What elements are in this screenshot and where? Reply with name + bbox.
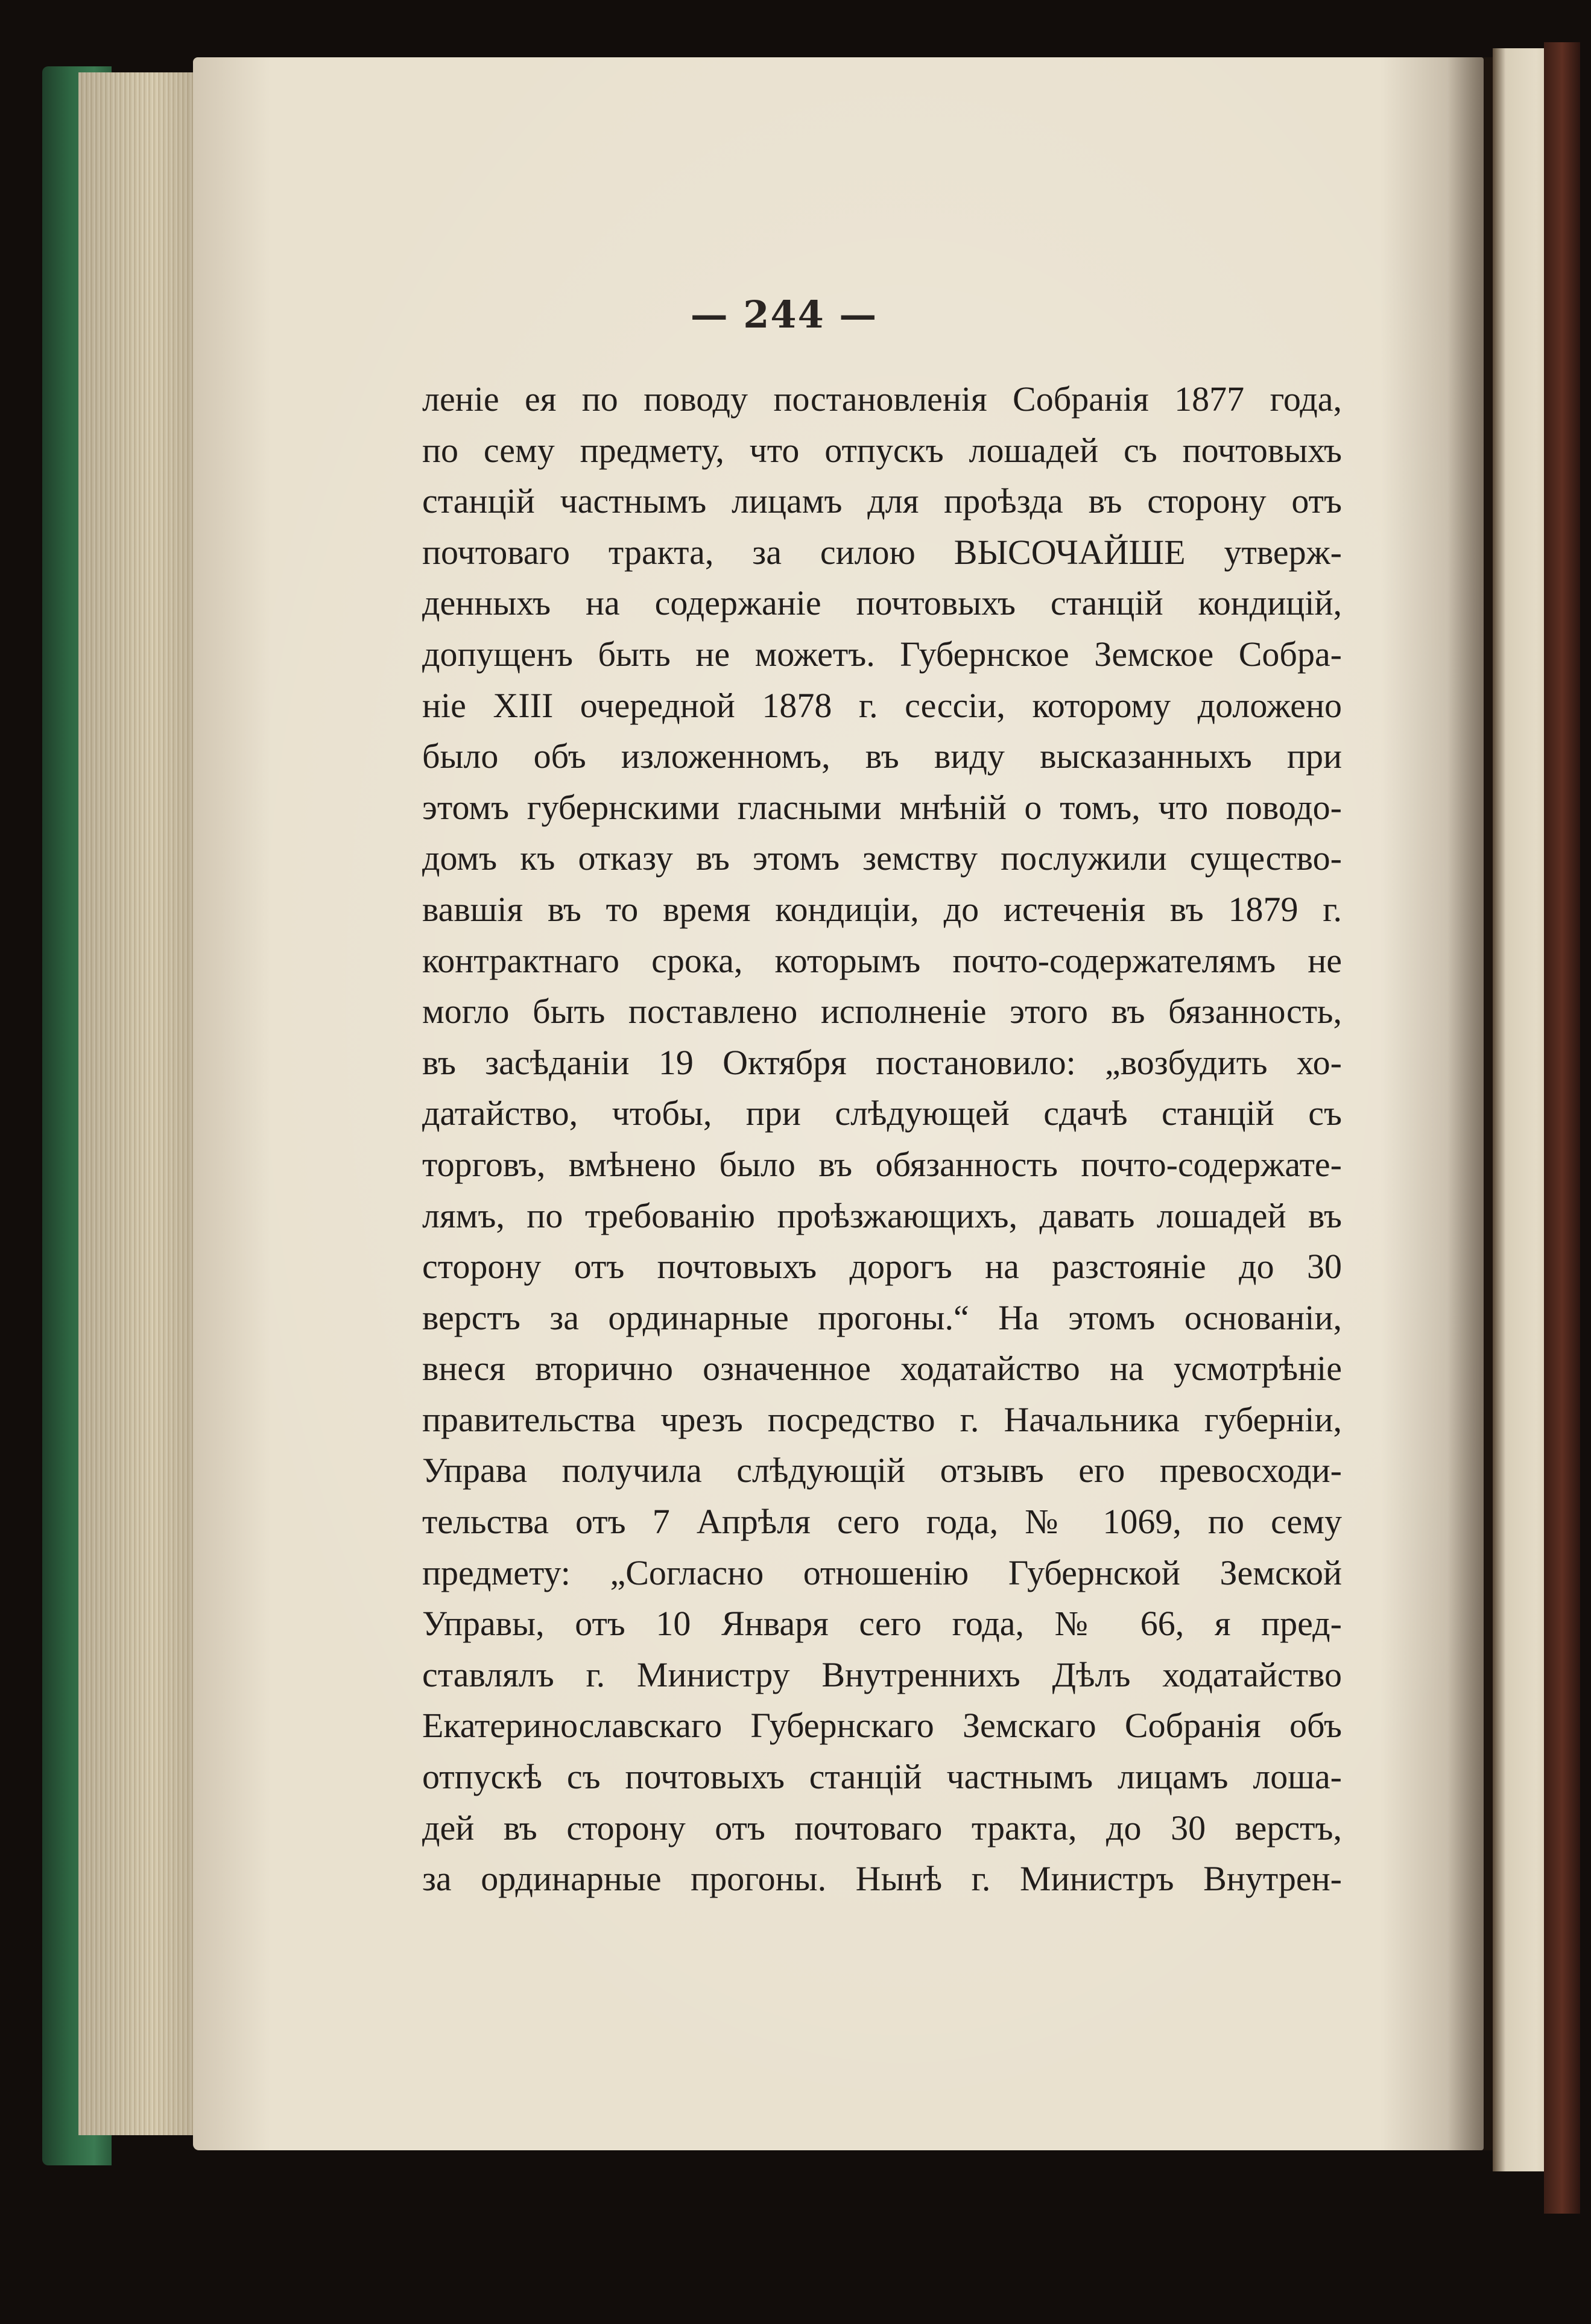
text-line: за ординарные прогоны. Нынѣ г. Министръ Внутрен- [422,1859,1342,1899]
page-edges-stack [78,72,205,2135]
text-line: предмету: „Согласно отношенію Губернской Земской [422,1553,1342,1592]
text-line: внеся вторично означенное ходатайство на усмотрѣніе [422,1349,1342,1388]
text-line: этомъ губернскими гласными мнѣній о томъ, что поводо- [422,787,1342,827]
text-line: ставлялъ г. Министру Внутреннихъ Дѣлъ ходатайство [422,1654,1342,1694]
text-line: станцій частнымъ лицамъ для проѣзда въ сторону отъ [422,481,1342,521]
text-line: ніе XIII очередной 1878 г. сессіи, которому доложено [422,685,1342,725]
text-line: допущенъ быть не можетъ. Губернское Земское Собра- [422,634,1342,674]
text-line: отпускѣ съ почтовыхъ станцій частнымъ лицамъ лоша- [422,1757,1342,1797]
text-line: леніе ея по поводу постановленія Собранія 1877 года, [422,379,1342,419]
text-line: Управа получила слѣдующій отзывъ его превосходи- [422,1451,1342,1490]
text-line: торговъ, вмѣнено было въ обязанность почто-содержате- [422,1144,1342,1184]
text-line: было объ изложенномъ, въ виду высказанныхъ при [422,736,1342,776]
text-line: по сему предмету, что отпускъ лошадей съ почтовыхъ [422,430,1342,470]
text-line: правительства чрезъ посредство г. Начальника губерніи, [422,1399,1342,1439]
text-line: верстъ за ординарные прогоны.“ На этомъ основаніи, [422,1297,1342,1337]
text-line: дей въ сторону отъ почтоваго тракта, до 30 верстъ, [422,1808,1342,1847]
text-line: датайство, чтобы, при слѣдующей сдачѣ станцій съ [422,1094,1342,1133]
right-cover-edge [1544,42,1580,2214]
text-line: тельства отъ 7 Апрѣля сего года, № 1069, по сему [422,1502,1342,1542]
text-line: лямъ, по требованію проѣзжающихъ, давать лошадей въ [422,1195,1342,1235]
text-line: въ засѣданіи 19 Октября постановило: „возбудить хо- [422,1042,1342,1082]
text-line: домъ къ отказу въ этомъ земству послужили существо- [422,838,1342,878]
text-line: денныхъ на содержаніе почтовыхъ станцій кондицій, [422,583,1342,623]
gutter-shadow [1447,57,1496,2150]
text-line: Управы, отъ 10 Января сего года, № 66, я пред- [422,1604,1342,1644]
page-number: — 244 — [690,293,878,337]
text-line: вавшія въ то время кондиціи, до истеченія въ 1879 г. [422,889,1342,929]
body-text [422,374,1342,1905]
text-line: контрактнаго срока, которымъ почто-содержателямъ не [422,940,1342,980]
text-line: Екатеринославскаго Губернскаго Земскаго Собранія объ [422,1706,1342,1746]
text-line: могло быть поставлено исполненіе этого въ бязанность, [422,992,1342,1031]
text-line: сторону отъ почтовыхъ дорогъ на разстояніе до 30 [422,1247,1342,1287]
text-line: почтоваго тракта, за силою ВЫСОЧАЙШЕ утверж- [422,532,1342,572]
